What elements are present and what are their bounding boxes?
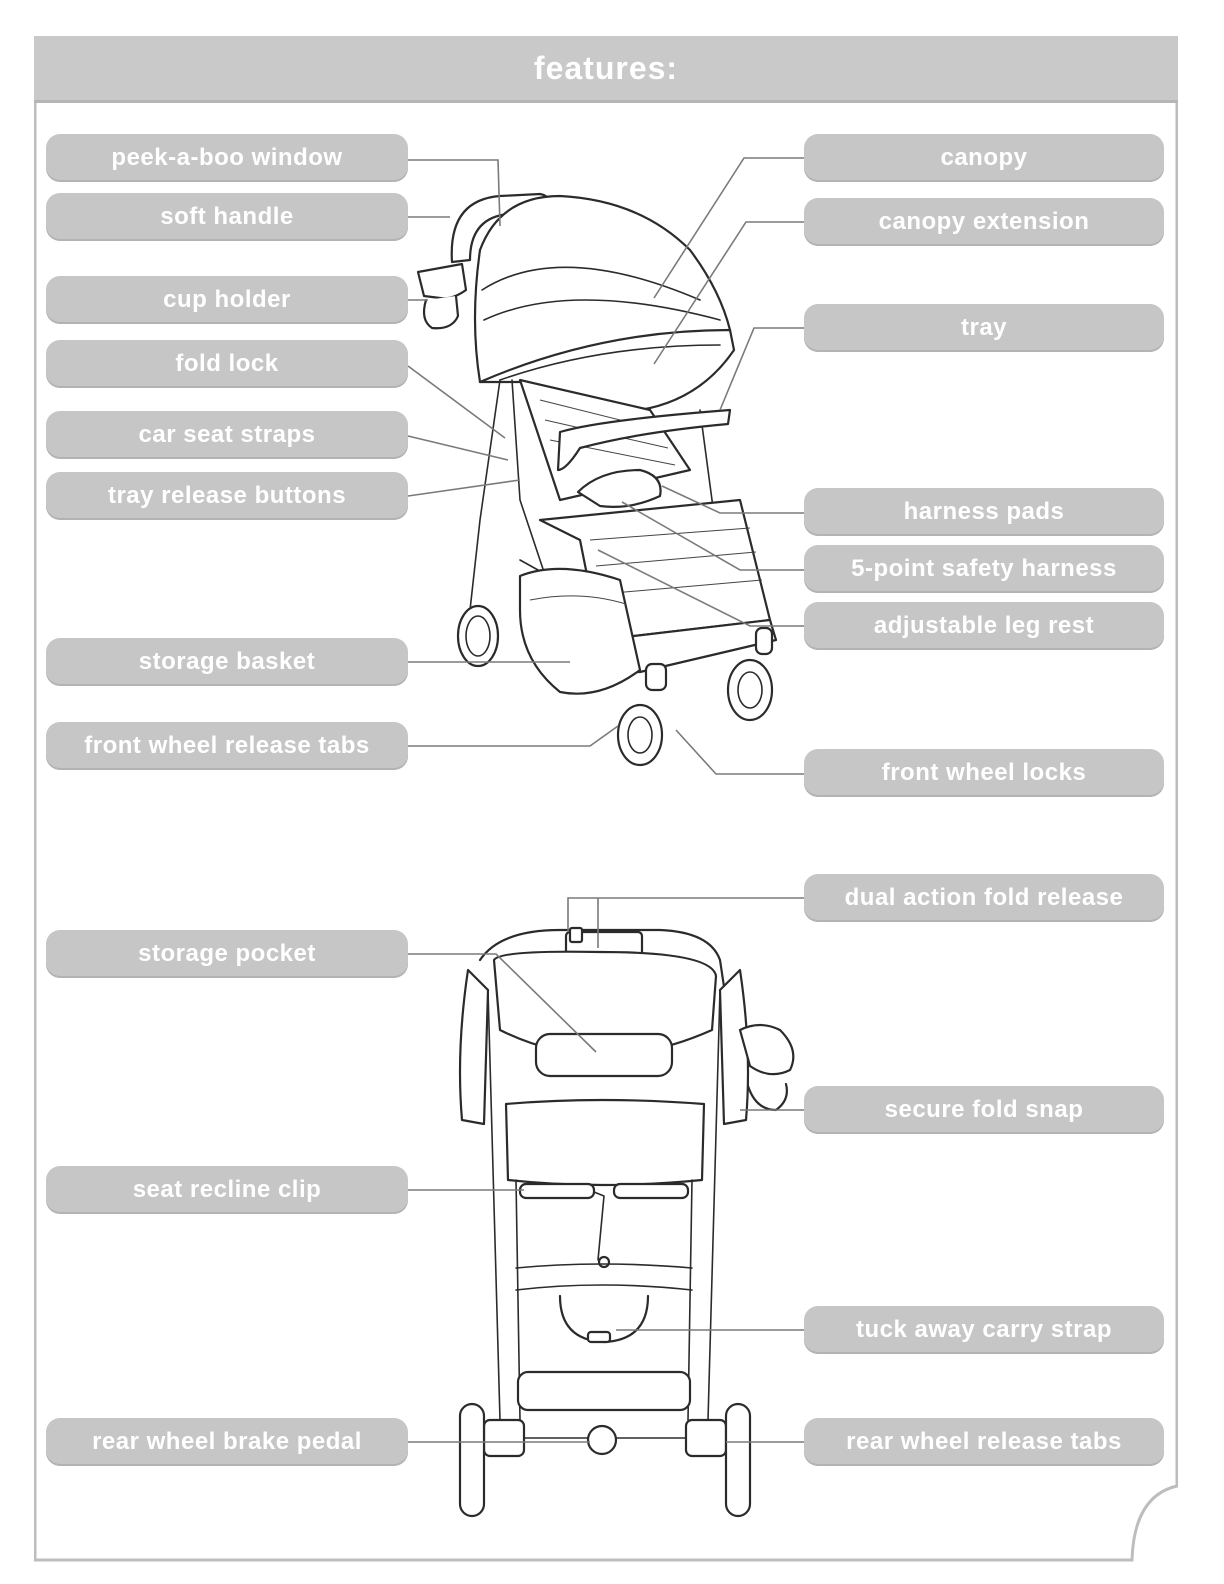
label-cup-holder: cup holder [46,276,408,324]
label-secure-fold-snap: secure fold snap [804,1086,1164,1134]
label-rear-wheel-brake-pedal: rear wheel brake pedal [46,1418,408,1466]
label-soft-handle: soft handle [46,193,408,241]
label-front-wheel-locks: front wheel locks [804,749,1164,797]
label-canopy-extension: canopy extension [804,198,1164,246]
label-harness-pads: harness pads [804,488,1164,536]
rear-view-stroller [460,928,793,1516]
label-fold-lock: fold lock [46,340,408,388]
label-adjustable-leg-rest: adjustable leg rest [804,602,1164,650]
label-front-wheel-release-tabs: front wheel release tabs [46,722,408,770]
label-5-point-safety-harness: 5-point safety harness [804,545,1164,593]
page-title: features: [533,49,679,86]
label-storage-basket: storage basket [46,638,408,686]
front-view-stroller [418,194,776,765]
label-peek-a-boo-window: peek-a-boo window [46,134,408,182]
label-tray: tray [804,304,1164,352]
label-car-seat-straps: car seat straps [46,411,408,459]
label-rear-wheel-release-tabs: rear wheel release tabs [804,1418,1164,1466]
label-tuck-away-carry-strap: tuck away carry strap [804,1306,1164,1354]
label-seat-recline-clip: seat recline clip [46,1166,408,1214]
label-tray-release-buttons: tray release buttons [46,472,408,520]
label-canopy: canopy [804,134,1164,182]
label-dual-action-fold-release: dual action fold release [804,874,1164,922]
label-storage-pocket: storage pocket [46,930,408,978]
